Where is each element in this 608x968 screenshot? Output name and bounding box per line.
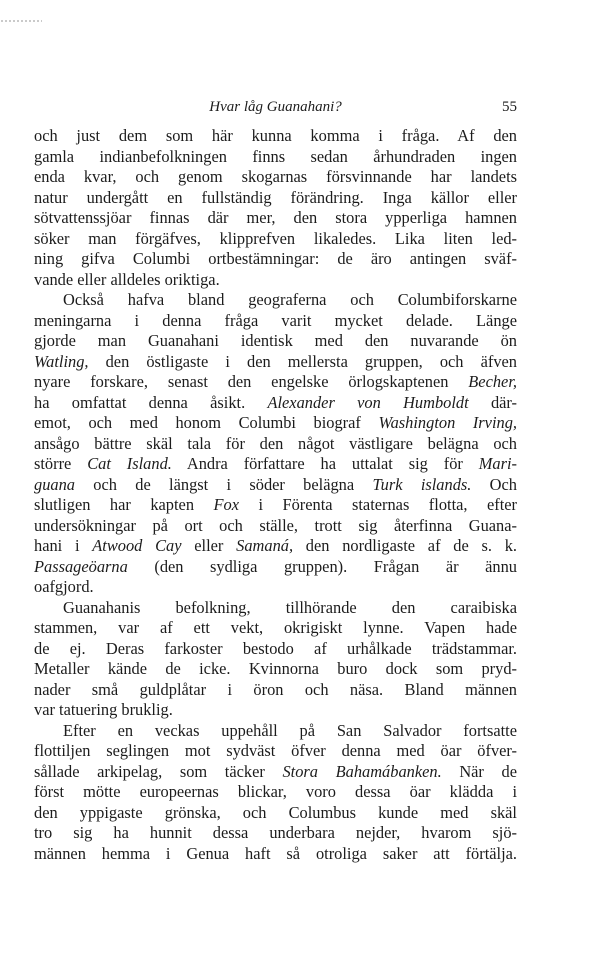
text-line — [34, 393, 517, 414]
line-segment: sötvattenssjöar finnas där mer, den stora ypperliga hamnen — [34, 208, 517, 227]
text-line — [34, 495, 517, 516]
line-segment: den nordligaste af de s. k. — [293, 536, 518, 555]
line-segment: nader små guldplåtar i öron och näsa. Bland männen — [34, 679, 517, 699]
body-text — [34, 126, 517, 864]
line-segment: (den sydliga gruppen). Frågan är ännu — [127, 556, 517, 576]
text-line — [34, 475, 517, 496]
line-segment: större — [34, 454, 88, 473]
text-line — [34, 147, 517, 168]
text-line — [34, 352, 517, 373]
line-segment: gamla indianbefolkningen finns sedan århundraden ingen — [34, 146, 517, 166]
text-line — [34, 413, 517, 434]
page-number: 55 — [502, 99, 517, 115]
line-segment: den östligaste i den mellersta gruppen, och äfven — [88, 351, 517, 371]
italic-term: Watling, — [34, 351, 89, 371]
line-segment: enda kvar, och genom skogarnas försvinnande har landets — [34, 167, 517, 186]
text-line — [34, 270, 517, 291]
line-segment: tro sig ha hunnit dessa underbara nejder, hvarom sjö- — [34, 823, 517, 842]
text-line — [34, 680, 517, 701]
italic-term: Stora Bahamábanken. — [282, 761, 442, 781]
text-line — [34, 823, 517, 844]
text-line — [34, 659, 517, 680]
line-segment: hani i — [34, 536, 93, 555]
italic-term: Alexander von Humboldt — [267, 392, 469, 412]
line-segment: Guanahanis befolkning, tillhörande den caraibiska — [63, 597, 517, 617]
text-line — [34, 762, 517, 783]
line-segment: flottiljen seglingen mot sydväst öfver denna med öar öfver- — [34, 741, 517, 760]
text-line — [34, 577, 517, 598]
text-line — [34, 557, 517, 578]
text-line — [34, 782, 517, 803]
text-line — [34, 331, 517, 352]
line-segment: Metaller kände de icke. Kvinnorna buro dock som pryd- — [34, 659, 517, 678]
text-line — [34, 803, 517, 824]
line-segment: söker man förgäfves, klipprefven likaledes. Lika liten led- — [34, 228, 517, 248]
line-segment: där- — [468, 392, 518, 412]
italic-term: Passageöarna — [34, 556, 128, 576]
text-line — [34, 372, 517, 393]
line-segment: stammen, var af ett vekt, okrigiskt lynne. Vapen hade — [34, 618, 517, 637]
line-segment: var tatuering bruklig. — [34, 700, 173, 719]
line-segment: nyare forskare, senast den engelske örlogskaptenen — [34, 372, 469, 391]
margin-dots — [0, 20, 42, 22]
line-segment: och just dem som här kunna komma i fråga. Af den — [34, 126, 517, 145]
text-line — [34, 188, 517, 209]
page-header — [34, 99, 517, 121]
running-title: Hvar låg Guanahani? — [209, 99, 342, 115]
italic-term: guana — [34, 474, 75, 494]
line-segment: slutligen har kapten — [34, 495, 214, 514]
text-line — [34, 311, 517, 332]
line-segment: Andra författare ha uttalat sig för — [171, 454, 479, 473]
italic-term: Mari- — [478, 454, 518, 473]
italic-term: Washington Irving, — [378, 413, 517, 432]
italic-term: Turk islands. — [372, 474, 472, 494]
line-segment: undersökningar på ort och ställe, trott sig återfinna Guana- — [34, 515, 517, 535]
line-segment: ha omfattat denna åsikt. — [34, 392, 268, 412]
line-segment: När de — [441, 761, 517, 781]
italic-term: Samaná, — [236, 536, 294, 555]
text-line — [34, 249, 517, 270]
text-line — [34, 516, 517, 537]
text-line — [34, 208, 517, 229]
text-line — [34, 639, 517, 660]
text-line — [34, 126, 517, 147]
text-line — [34, 700, 517, 721]
text-line — [34, 536, 517, 557]
italic-term: Fox — [213, 495, 239, 514]
line-segment: meningarna i denna fråga varit mycket delade. Länge — [34, 310, 517, 330]
text-line — [34, 434, 517, 455]
line-segment: och de längst i söder belägna — [74, 474, 373, 494]
line-segment: i Förenta staternas flotta, efter — [238, 495, 517, 514]
line-segment: ning gifva Columbi ortbestämningar: de äro antingen sväf- — [34, 249, 517, 268]
italic-term: Cat Island. — [87, 454, 172, 473]
italic-term: Becher, — [468, 372, 517, 391]
line-segment: vande eller alldeles oriktiga. — [34, 269, 220, 289]
line-segment: först mötte europeernas blickar, voro dessa öar klädda i — [34, 782, 517, 801]
text-line — [34, 598, 517, 619]
line-segment: Också hafva bland geograferna och Columbiforskarne — [63, 290, 517, 309]
line-segment: sållade arkipelag, som täcker — [34, 761, 283, 781]
italic-term: Atwood Cay — [92, 536, 182, 555]
line-segment: de ej. Deras farkoster bestodo af urhålkade trädstammar. — [34, 638, 517, 658]
line-segment: gjorde man Guanahani identisk med den nuvarande ön — [34, 331, 517, 350]
text-line — [34, 618, 517, 639]
text-line — [34, 454, 517, 475]
text-line — [34, 229, 517, 250]
text-line — [34, 290, 517, 311]
line-segment: natur undergått en fullständig förändring. Inga källor eller — [34, 187, 517, 207]
line-segment: ansågo bättre skäl tala för den något västligare belägna och — [34, 433, 517, 453]
line-segment: emot, och med honom Columbi biograf — [34, 413, 379, 432]
line-segment: eller — [181, 536, 237, 555]
line-segment: den yppigaste grönska, och Columbus kunde med skäl — [34, 802, 517, 822]
text-line — [34, 844, 517, 865]
text-line — [34, 167, 517, 188]
line-segment: Efter en veckas uppehåll på San Salvador fortsatte — [63, 720, 517, 740]
line-segment: oafgjord. — [34, 577, 94, 596]
line-segment: männen hemma i Genua haft så otroliga saker att förtälja. — [34, 843, 517, 863]
text-line — [34, 741, 517, 762]
text-line — [34, 721, 517, 742]
line-segment: Och — [471, 474, 517, 494]
